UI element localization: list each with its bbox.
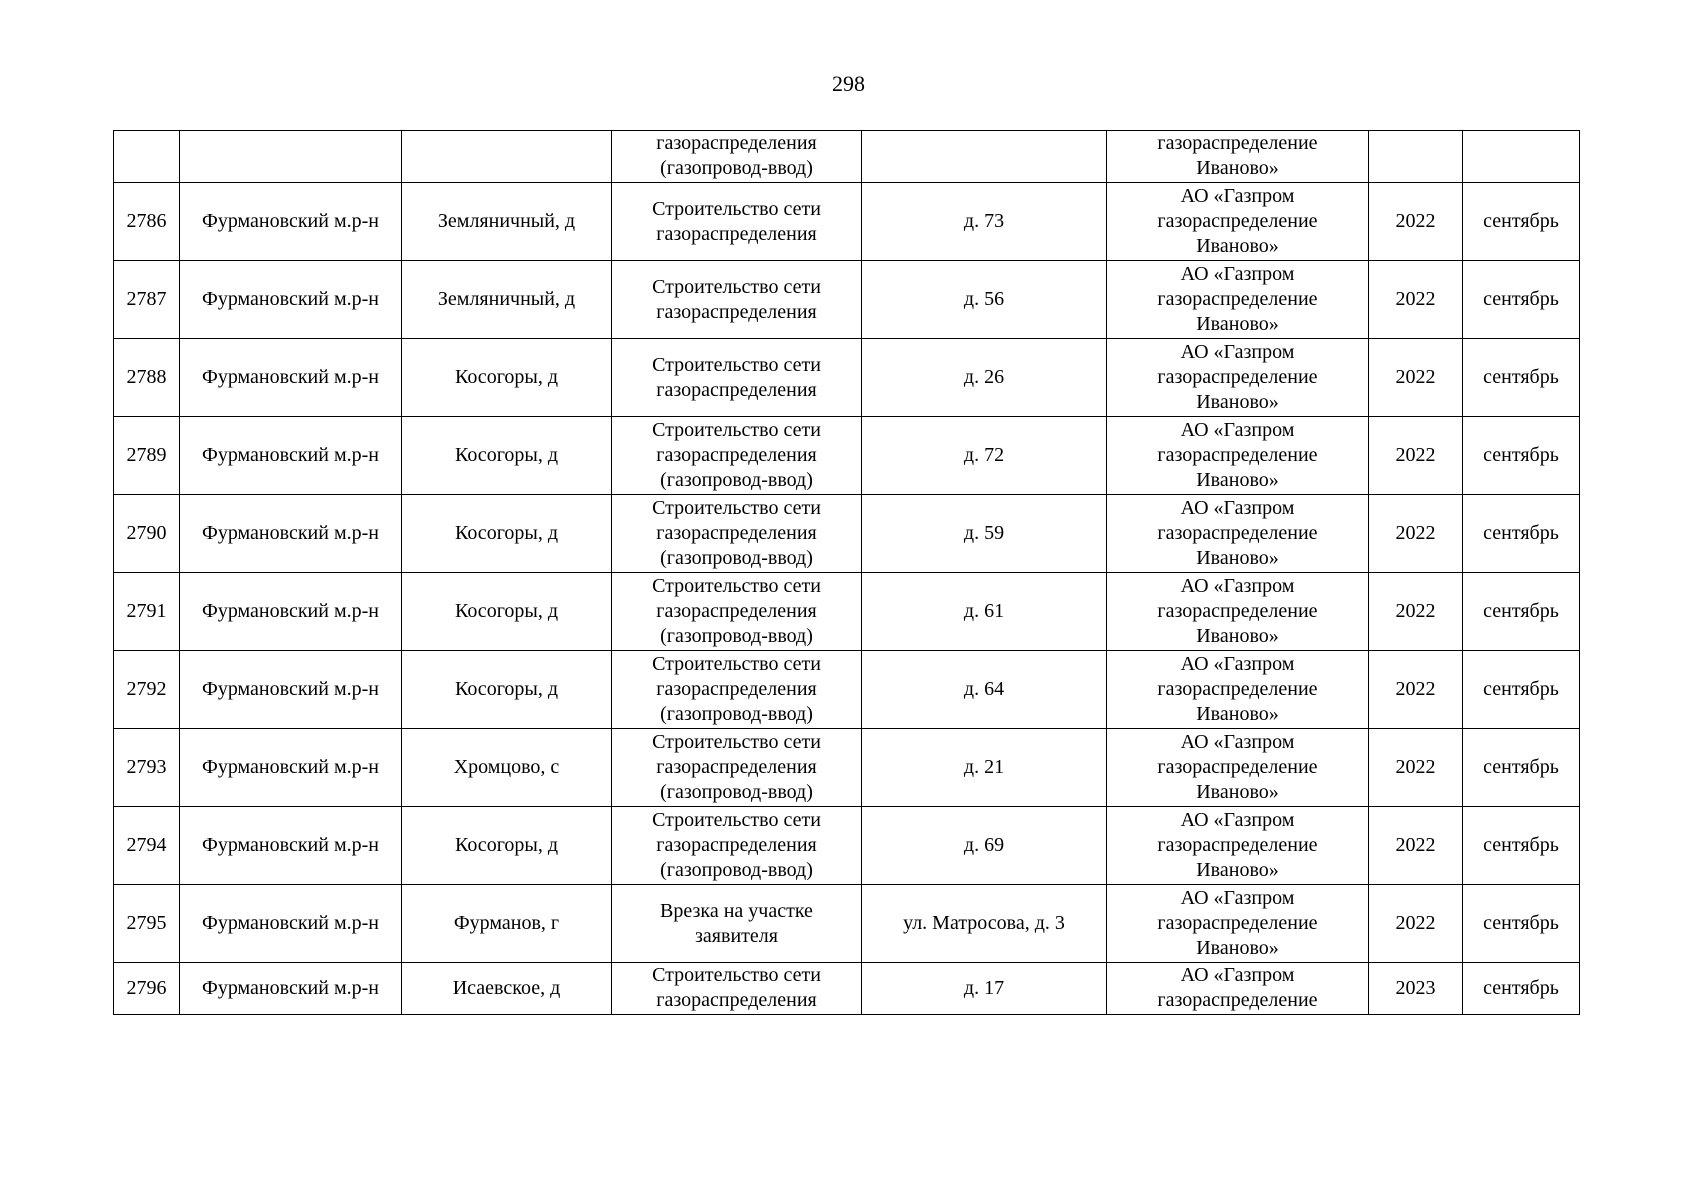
district-cell: Фурмановский м.р-н <box>180 729 402 807</box>
address-cell: д. 64 <box>862 651 1107 729</box>
address-cell: д. 69 <box>862 807 1107 885</box>
district-cell <box>180 131 402 183</box>
locality-cell: Косогоры, д <box>402 417 612 495</box>
address-cell: д. 73 <box>862 183 1107 261</box>
work-type-cell: газораспределения (газопровод-ввод) <box>612 131 862 183</box>
year-cell: 2022 <box>1369 183 1463 261</box>
year-cell <box>1369 131 1463 183</box>
year-cell: 2022 <box>1369 651 1463 729</box>
work-type-cell: Строительство сети газораспределения (газопровод-ввод) <box>612 573 862 651</box>
locality-cell <box>402 131 612 183</box>
row-number-cell: 2789 <box>114 417 180 495</box>
locality-cell: Земляничный, д <box>402 183 612 261</box>
year-cell: 2022 <box>1369 495 1463 573</box>
work-type-cell: Строительство сети газораспределения <box>612 261 862 339</box>
row-number-cell: 2796 <box>114 963 180 1015</box>
organization-cell: АО «Газпром газораспределение Иваново» <box>1107 885 1369 963</box>
year-cell: 2022 <box>1369 261 1463 339</box>
organization-cell: АО «Газпром газораспределение Иваново» <box>1107 573 1369 651</box>
month-cell: сентябрь <box>1463 729 1580 807</box>
year-cell: 2023 <box>1369 963 1463 1015</box>
organization-cell: АО «Газпром газораспределение Иваново» <box>1107 495 1369 573</box>
district-cell: Фурмановский м.р-н <box>180 651 402 729</box>
locality-cell: Фурманов, г <box>402 885 612 963</box>
organization-cell: АО «Газпром газораспределение Иваново» <box>1107 651 1369 729</box>
district-cell: Фурмановский м.р-н <box>180 417 402 495</box>
district-cell: Фурмановский м.р-н <box>180 573 402 651</box>
organization-cell: АО «Газпром газораспределение Иваново» <box>1107 261 1369 339</box>
work-type-cell: Строительство сети газораспределения <box>612 963 862 1015</box>
row-number-cell: 2786 <box>114 183 180 261</box>
address-cell: д. 17 <box>862 963 1107 1015</box>
table-row <box>114 261 1580 339</box>
locality-cell: Исаевское, д <box>402 963 612 1015</box>
month-cell: сентябрь <box>1463 807 1580 885</box>
work-type-cell: Строительство сети газораспределения (газопровод-ввод) <box>612 729 862 807</box>
locality-cell: Косогоры, д <box>402 573 612 651</box>
organization-cell: АО «Газпром газораспределение Иваново» <box>1107 417 1369 495</box>
table-row <box>114 495 1580 573</box>
month-cell: сентябрь <box>1463 573 1580 651</box>
address-cell <box>862 131 1107 183</box>
row-number-cell: 2795 <box>114 885 180 963</box>
district-cell: Фурмановский м.р-н <box>180 807 402 885</box>
address-cell: д. 61 <box>862 573 1107 651</box>
address-cell: ул. Матросова, д. 3 <box>862 885 1107 963</box>
table-row <box>114 131 1580 183</box>
year-cell: 2022 <box>1369 339 1463 417</box>
table-row <box>114 417 1580 495</box>
organization-cell: газораспределение Иваново» <box>1107 131 1369 183</box>
row-number-cell: 2787 <box>114 261 180 339</box>
table-row <box>114 963 1580 1015</box>
month-cell <box>1463 131 1580 183</box>
month-cell: сентябрь <box>1463 339 1580 417</box>
gasification-schedule-table <box>113 130 1580 1015</box>
locality-cell: Косогоры, д <box>402 495 612 573</box>
address-cell: д. 59 <box>862 495 1107 573</box>
district-cell: Фурмановский м.р-н <box>180 339 402 417</box>
address-cell: д. 26 <box>862 339 1107 417</box>
row-number-cell: 2788 <box>114 339 180 417</box>
table-row <box>114 573 1580 651</box>
organization-cell: АО «Газпром газораспределение Иваново» <box>1107 807 1369 885</box>
table-row <box>114 651 1580 729</box>
district-cell: Фурмановский м.р-н <box>180 183 402 261</box>
work-type-cell: Строительство сети газораспределения (газопровод-ввод) <box>612 495 862 573</box>
year-cell: 2022 <box>1369 417 1463 495</box>
month-cell: сентябрь <box>1463 183 1580 261</box>
organization-cell: АО «Газпром газораспределение Иваново» <box>1107 183 1369 261</box>
month-cell: сентябрь <box>1463 417 1580 495</box>
year-cell: 2022 <box>1369 807 1463 885</box>
work-type-cell: Врезка на участке заявителя <box>612 885 862 963</box>
district-cell: Фурмановский м.р-н <box>180 963 402 1015</box>
row-number-cell: 2794 <box>114 807 180 885</box>
month-cell: сентябрь <box>1463 885 1580 963</box>
work-type-cell: Строительство сети газораспределения (газопровод-ввод) <box>612 417 862 495</box>
month-cell: сентябрь <box>1463 963 1580 1015</box>
month-cell: сентябрь <box>1463 261 1580 339</box>
row-number-cell: 2792 <box>114 651 180 729</box>
row-number-cell: 2793 <box>114 729 180 807</box>
locality-cell: Косогоры, д <box>402 651 612 729</box>
work-type-cell: Строительство сети газораспределения <box>612 183 862 261</box>
year-cell: 2022 <box>1369 885 1463 963</box>
row-number-cell: 2790 <box>114 495 180 573</box>
year-cell: 2022 <box>1369 573 1463 651</box>
work-type-cell: Строительство сети газораспределения <box>612 339 862 417</box>
table-row <box>114 885 1580 963</box>
table-row <box>114 807 1580 885</box>
district-cell: Фурмановский м.р-н <box>180 495 402 573</box>
table-row <box>114 339 1580 417</box>
year-cell: 2022 <box>1369 729 1463 807</box>
work-type-cell: Строительство сети газораспределения (газопровод-ввод) <box>612 807 862 885</box>
locality-cell: Косогоры, д <box>402 339 612 417</box>
locality-cell: Хромцово, с <box>402 729 612 807</box>
table-row <box>114 729 1580 807</box>
organization-cell: АО «Газпром газораспределение Иваново» <box>1107 729 1369 807</box>
organization-cell: АО «Газпром газораспределение <box>1107 963 1369 1015</box>
row-number-cell: 2791 <box>114 573 180 651</box>
address-cell: д. 21 <box>862 729 1107 807</box>
work-type-cell: Строительство сети газораспределения (газопровод-ввод) <box>612 651 862 729</box>
district-cell: Фурмановский м.р-н <box>180 261 402 339</box>
page-number: 298 <box>832 71 865 96</box>
organization-cell: АО «Газпром газораспределение Иваново» <box>1107 339 1369 417</box>
address-cell: д. 56 <box>862 261 1107 339</box>
district-cell: Фурмановский м.р-н <box>180 885 402 963</box>
month-cell: сентябрь <box>1463 651 1580 729</box>
address-cell: д. 72 <box>862 417 1107 495</box>
locality-cell: Косогоры, д <box>402 807 612 885</box>
month-cell: сентябрь <box>1463 495 1580 573</box>
row-number-cell <box>114 131 180 183</box>
table-row <box>114 183 1580 261</box>
locality-cell: Земляничный, д <box>402 261 612 339</box>
